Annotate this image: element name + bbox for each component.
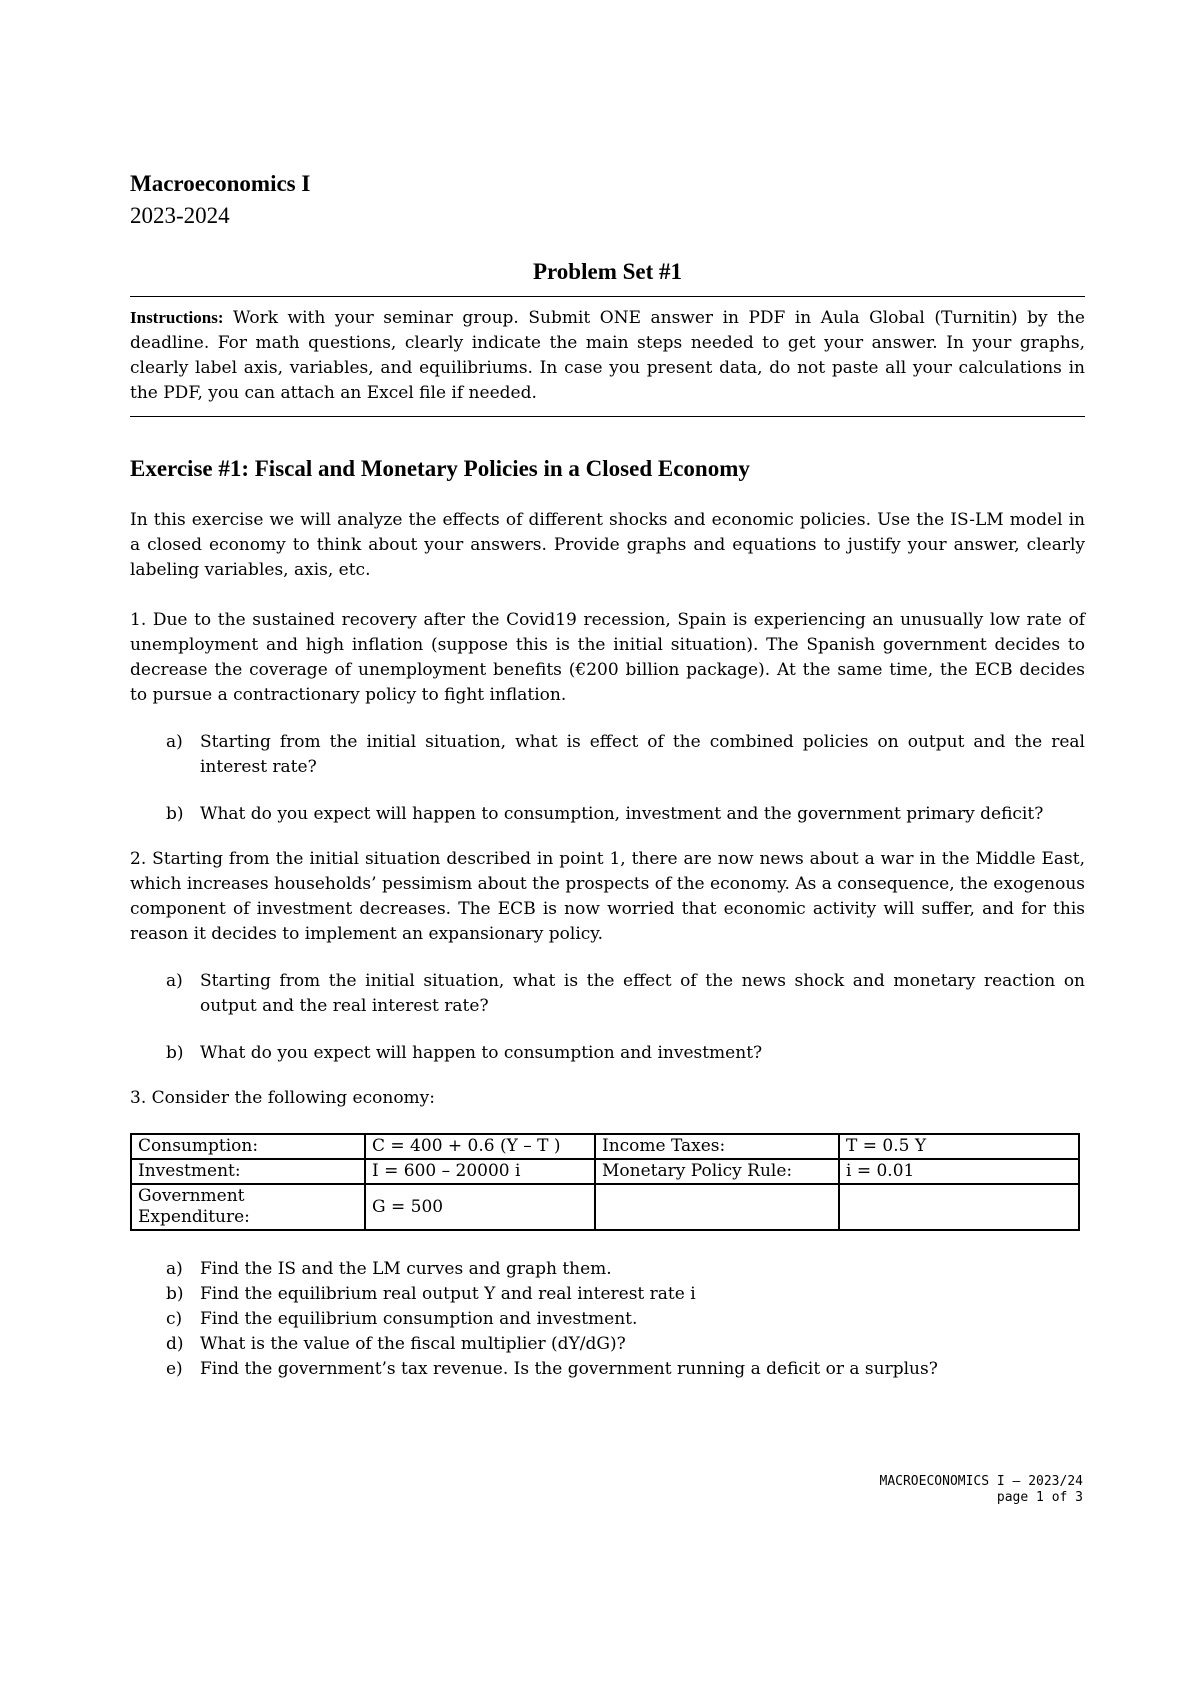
question-1: 1. Due to the sustained recovery after the Covid19 recession, Spain is experiencing an unusually low rate of unemployment and high inflation (suppose this is the initial situation). The Spanish government decides to decrease the coverage of unemployment benefits (€200 billion package). At the same time, the ECB decides to pursue a contractionary policy to fight inflation. — [130, 610, 1085, 705]
exercise-title: Exercise #1: Fiscal and Monetary Policies in a Closed Economy — [130, 456, 750, 481]
question-1a — [166, 730, 1085, 780]
table-cell: C = 400 + 0.6 (Y – T ) — [365, 1134, 595, 1159]
item-text: Find the equilibrium real output Y and real interest rate i — [200, 1284, 696, 1304]
table-cell: T = 0.5 Y — [839, 1134, 1079, 1159]
question-3-items — [130, 1257, 1085, 1382]
instructions-text: Work with your seminar group. Submit ONE answer in PDF in Aula Global (Turnitin) by the deadline. For math questions, clearly indicate the main steps needed to get your answer. In your graphs, clearly label axis, variables, and equilibriums. In case you present data, do not paste all your calculations in the PDF, you can attach an Excel file if needed. — [130, 308, 1085, 403]
question-2b — [166, 1041, 1085, 1066]
list-item — [166, 1307, 1085, 1332]
list-item — [166, 1282, 1085, 1307]
list-item — [166, 1257, 1085, 1282]
table-cell — [839, 1184, 1079, 1230]
table-cell: Income Taxes: — [595, 1134, 839, 1159]
instructions-label: Instructions: — [130, 308, 224, 327]
footer-page-number: page 1 of 3 — [996, 1490, 1083, 1505]
table-row — [131, 1184, 1079, 1230]
exercise-intro: In this exercise we will analyze the effects of different shocks and economic policies. Use the IS-LM model in a closed economy to think about your answers. Provide graphs and equations to justify your answer, clearly labeling variables, axis, etc. — [130, 510, 1085, 580]
question-2b-text: What do you expect will happen to consumption and investment? — [200, 1043, 763, 1063]
item-label: b) — [166, 1284, 184, 1304]
table-cell: Investment: — [131, 1159, 365, 1184]
item-label: e) — [166, 1359, 183, 1379]
table-cell: Monetary Policy Rule: — [595, 1159, 839, 1184]
divider-top — [130, 296, 1085, 297]
item-text: What is the value of the fiscal multiplier (dY/dG)? — [200, 1334, 626, 1354]
course-year: 2023-2024 — [130, 203, 230, 228]
table-cell: Government Expenditure: — [131, 1184, 365, 1230]
footer-course: MACROECONOMICS I – 2023/24 — [879, 1474, 1083, 1489]
question-2a-text: Starting from the initial situation, what is the effect of the news shock and monetary reaction on output and the real interest rate? — [200, 971, 1085, 1016]
question-1b-text: What do you expect will happen to consumption, investment and the government primary deficit? — [200, 804, 1044, 824]
table-cell: i = 0.01 — [839, 1159, 1079, 1184]
course-title: Macroeconomics I — [130, 171, 311, 196]
question-2: 2. Starting from the initial situation described in point 1, there are now news about a war in the Middle East, which increases households’ pessimism about the prospects of the economy. As a consequence, the exogenous component of investment decreases. The ECB is now worried that economic activity will suffer, and for this reason it decides to implement an expansionary policy. — [130, 849, 1085, 944]
question-2b-label: b) — [166, 1043, 184, 1063]
page-footer — [880, 1474, 1084, 1506]
question-1a-text: Starting from the initial situation, what is effect of the combined policies on output and the real interest rate? — [200, 732, 1085, 777]
question-3: 3. Consider the following economy: — [130, 1088, 436, 1108]
question-1a-label: a) — [166, 732, 183, 752]
list-item — [166, 1357, 1085, 1382]
item-text: Find the IS and the LM curves and graph them. — [200, 1259, 612, 1279]
divider-bottom — [130, 416, 1085, 417]
table-cell: Consumption: — [131, 1134, 365, 1159]
economy-table — [130, 1133, 1080, 1231]
instructions — [130, 305, 1085, 406]
item-label: d) — [166, 1334, 184, 1354]
question-2a — [166, 969, 1085, 1019]
list-item — [166, 1332, 1085, 1357]
table-cell: I = 600 – 20000 i — [365, 1159, 595, 1184]
item-text: Find the government’s tax revenue. Is the government running a deficit or a surplus? — [200, 1359, 938, 1379]
document-page — [130, 170, 1085, 1382]
item-label: c) — [166, 1309, 183, 1329]
question-1b — [166, 802, 1085, 827]
item-label: a) — [166, 1259, 183, 1279]
table-cell — [595, 1184, 839, 1230]
item-text: Find the equilibrium consumption and investment. — [200, 1309, 638, 1329]
table-row — [131, 1159, 1079, 1184]
table-row — [131, 1134, 1079, 1159]
problem-set-title: Problem Set #1 — [532, 259, 683, 284]
table-cell: G = 500 — [365, 1184, 595, 1230]
question-1b-label: b) — [166, 804, 184, 824]
question-2a-label: a) — [166, 971, 183, 991]
